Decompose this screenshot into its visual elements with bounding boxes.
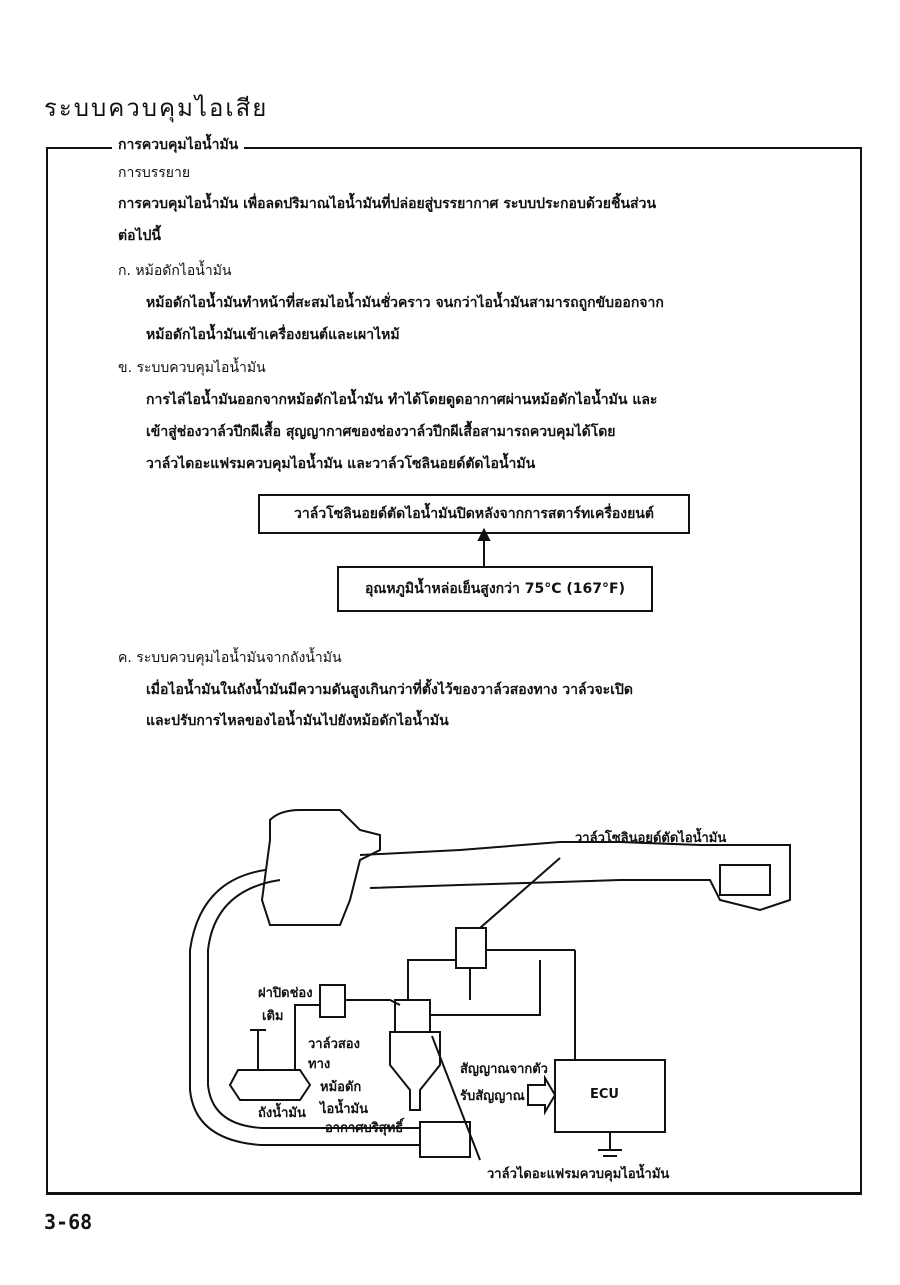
intake-duct-icon xyxy=(360,842,790,910)
diaphragm-valve-icon xyxy=(395,1000,430,1032)
air-filter-icon xyxy=(720,865,770,895)
solenoid-valve-icon xyxy=(456,928,486,968)
signal-arrow-icon xyxy=(528,1078,555,1112)
item-c-line: และปรับการไหลของไอน้ำมันไปยังหม้อดักไอน้ำมัน xyxy=(146,713,449,729)
item-c-label: ค. ระบบควบคุมไอน้ำมันจากถังน้ำมัน xyxy=(118,650,342,666)
label-two-way-valve: ทาง xyxy=(308,1057,331,1072)
item-b-line: วาล์วไดอะแฟรมควบคุมไอน้ำมัน และวาล์วโซลินอยด์ตัดไอน้ำมัน xyxy=(146,456,536,472)
label-canister: ไอน้ำมัน xyxy=(320,1102,368,1117)
label-signal: สัญญาณจากตัว xyxy=(460,1062,548,1077)
label-solenoid-valve: วาล์วโซลินอยด์ตัดไอน้ำมัน xyxy=(575,831,727,846)
item-b-line: การไล่ไอน้ำมันออกจากหม้อดักไอน้ำมัน ทำได้โดยดูดอากาศผ่านหม้อดักไอน้ำมัน และ xyxy=(146,392,658,408)
label-canister: หม้อดัก xyxy=(320,1080,362,1095)
label-two-way-valve: วาล์วสอง xyxy=(308,1037,360,1052)
solenoid-leader xyxy=(480,858,560,928)
section-heading: การควบคุมไอน้ำมัน xyxy=(112,134,244,156)
page-title: ระบบควบคุมไอเสีย xyxy=(44,94,269,122)
label-filler-cap: ฝาปิดช่อง xyxy=(258,986,313,1001)
item-a-line: หม้อดักไอน้ำมันทำหน้าที่สะสมไอน้ำมันชั่วคราว จนกว่าไอน้ำมันสามารถถูกขับออกจาก xyxy=(146,295,664,311)
fuel-tank-icon xyxy=(230,1070,310,1100)
page-number: 3-68 xyxy=(44,1210,93,1234)
subheading: การบรรยาย xyxy=(118,165,191,181)
two-way-valve-icon xyxy=(320,985,345,1017)
label-ecu: ECU xyxy=(590,1087,619,1102)
canister-icon xyxy=(390,1032,440,1110)
intro-line-2: ต่อไปนี้ xyxy=(118,228,161,244)
label-fuel-tank: ถังน้ำมัน xyxy=(258,1106,306,1121)
flow-result-text: วาล์วโซลินอยด์ตัดไอน้ำมันปิดหลังจากการสตาร์ทเครื่องยนต์ xyxy=(294,506,654,522)
intro-line-1: การควบคุมไอน้ำมัน เพื่อลดปริมาณไอน้ำมันที่ปล่อยสู่บรรยากาศ ระบบประกอบด้วยชิ้นส่วน xyxy=(118,196,657,212)
item-a-label: ก. หม้อดักไอน้ำมัน xyxy=(118,263,232,279)
item-a-line: หม้อดักไอน้ำมันเข้าเครื่องยนต์และเผาไหม้ xyxy=(146,327,400,343)
label-fresh-air: อากาศบริสุทธิ์ xyxy=(325,1121,404,1136)
label-signal: รับสัญญาณ xyxy=(460,1089,525,1104)
label-diaphragm-valve: วาล์วไดอะแฟรมควบคุมไอน้ำมัน xyxy=(487,1167,670,1182)
flow-arrow-head xyxy=(479,530,489,540)
item-c-line: เมื่อไอน้ำมันในถังน้ำมันมีความดันสูงเกินกว่าที่ตั้งไว้ของวาล์วสองทาง วาล์วจะเปิด xyxy=(146,682,633,698)
vacuum-line xyxy=(408,960,456,1000)
item-b-label: ข. ระบบควบคุมไอน้ำมัน xyxy=(118,360,266,376)
engine-icon xyxy=(262,810,380,925)
item-b-line: เข้าสู่ช่องวาล์วปีกผีเสื้อ สุญญากาศของช่องวาล์วปีกผีเสื้อสามารถควบคุมได้โดย xyxy=(146,424,616,440)
label-filler-cap: เติม xyxy=(262,1009,284,1024)
flow-condition-text: อุณหภูมิน้ำหล่อเย็นสูงกว่า 75°C (167°F) xyxy=(365,581,625,597)
vapor-line xyxy=(345,1000,400,1005)
fresh-air-inlet-icon xyxy=(420,1122,470,1157)
